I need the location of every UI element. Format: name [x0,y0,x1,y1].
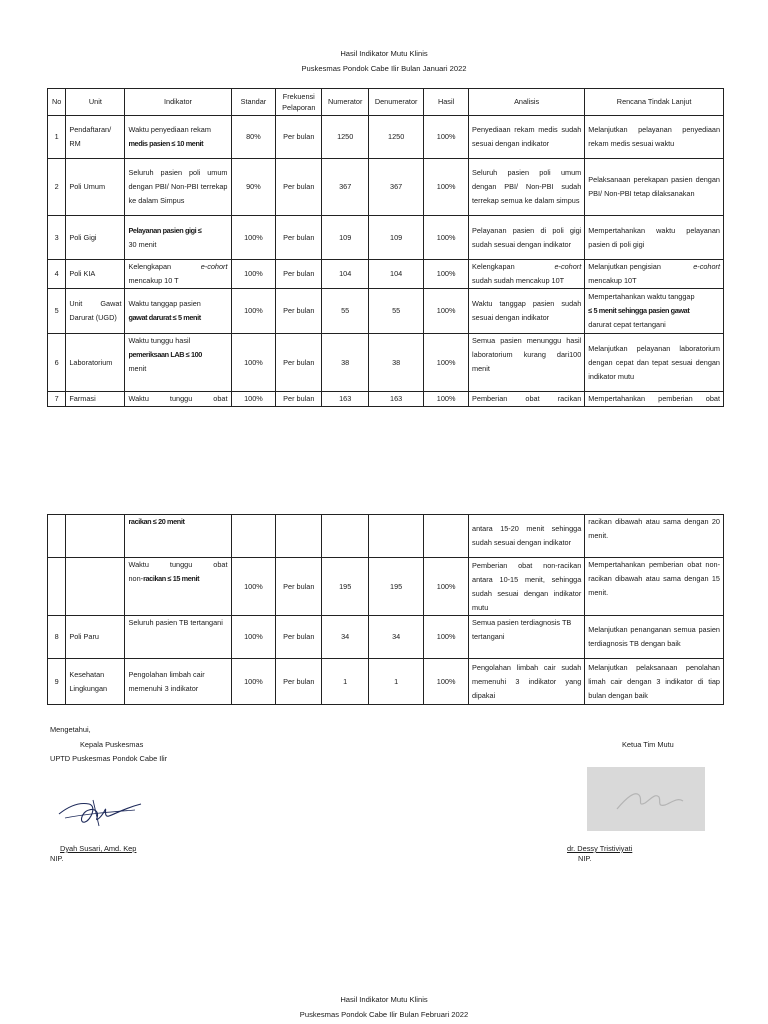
cell-analisis: antara 15-20 menit sehingga sudah sesuai dengan indikator [469,515,585,558]
cell-rtl [585,289,724,334]
rtl-text-2: mencakup 10T [588,276,637,285]
cell-indikator: Pengolahan limbah cair memenuhi 3 indikator [125,659,231,705]
cell-rtl: Melanjutkan penanganan semua pasien terdiagnosis TB dengan baik [585,616,724,659]
page-subtitle: Puskesmas Pondok Cabe Ilir Bulan Januari 2022 [301,64,467,73]
rtl-emphasis: e-cohort [693,262,720,271]
mengetahui-label: Mengetahui, [50,725,91,734]
cell-unit: Laboratorium [66,334,125,392]
cell-frekuensi: Per bulan [276,334,322,392]
table-row [48,334,724,392]
cell-rtl [585,260,724,289]
cell-rtl: Melanjutkan pelayanan laboratorium dengan cepat dan tepat sesuai dengan indikator mutu [585,334,724,392]
indikator-text-2: mencakup 10 T [128,276,179,285]
indikator-threshold: racikan ≤ 15 menit [143,574,200,583]
cell-analisis: Seluruh pasien poli umum dengan PBI/ Non-PBI sudah terrekap semua ke dalam simpus [469,159,585,216]
right-signature [587,767,705,831]
header-hasil: Hasil [424,89,469,116]
table-row [48,558,724,616]
left-signatory-name: Dyah Susari, Amd. Kep [60,844,137,853]
cell-frekuensi [276,515,322,558]
cell-hasil: 100% [424,116,469,159]
cell-indikator [125,216,231,260]
header-analisis: Analisis [469,89,585,116]
indikator-text: Waktu tanggap pasien [128,299,201,308]
indikator-prefix: non- [128,574,144,583]
header-indikator: Indikator [125,89,231,116]
indikator-threshold: medis pasien ≤ 10 menit [128,139,204,148]
cell-frekuensi: Per bulan [276,392,322,407]
cell-standar: 100% [231,392,276,407]
cell-unit: Poli Umum [66,159,125,216]
indikator-text: Waktu penyediaan rekam [128,125,211,134]
rtl-text: Melanjutkan pengisian [588,262,661,271]
cell-unit: Poli KIA [66,260,125,289]
cell-no: 1 [48,116,66,159]
cell-frekuensi: Per bulan [276,289,322,334]
cell-numerator: 109 [322,216,369,260]
cell-standar: 100% [231,216,276,260]
analisis-text: Kelengkapan [472,262,515,271]
cell-unit [66,558,125,616]
table-row [48,260,724,289]
indikator-text: 30 menit [128,239,157,249]
cell-indikator: Waktu tunggu obat [125,392,231,407]
cell-hasil: 100% [424,334,469,392]
cell-standar [231,515,276,558]
cell-unit: Pendaftaran/ RM [66,116,125,159]
cell-standar: 100% [231,334,276,392]
cell-analisis: Semua pasien menunggu hasil laboratorium kurang dari100 menit [469,334,585,392]
cell-indikator [125,515,231,558]
cell-no: 4 [48,260,66,289]
cell-frekuensi: Per bulan [276,116,322,159]
rtl-threshold: ≤ 5 menit sehingga pasien gawat [588,306,690,315]
cell-denumerator: 104 [369,260,424,289]
cell-hasil [424,515,469,558]
header-numerator: Numerator [322,89,369,116]
rtl-text: Mempertahankan waktu tanggap [588,292,695,301]
indikator-emphasis: e-cohort [200,262,228,271]
cell-frekuensi: Per bulan [276,260,322,289]
cell-rtl: Mempertahankan waktu pelayanan pasien di poli gigi [585,216,724,260]
cell-hasil: 100% [424,392,469,407]
cell-numerator: 1250 [322,116,369,159]
cell-standar: 100% [231,260,276,289]
cell-indikator [125,260,231,289]
cell-numerator: 163 [322,392,369,407]
cell-numerator: 367 [322,159,369,216]
cell-denumerator: 1250 [369,116,424,159]
cell-analisis: Pelayanan pasien di poli gigi sudah sesuai dengan indikator [469,216,585,260]
cell-numerator: 38 [322,334,369,392]
header-unit: Unit [66,89,125,116]
cell-rtl: Mempertahankan pemberian obat [585,392,724,407]
table-header-row [48,89,724,116]
cell-analisis: Pemberian obat racikan [469,392,585,407]
cell-frekuensi: Per bulan [276,558,322,616]
ketua-label: Ketua Tim Mutu [622,740,674,749]
left-signature [55,792,145,832]
cell-denumerator: 34 [369,616,424,659]
cell-hasil: 100% [424,159,469,216]
indikator-text: Waktu tunggu obat [128,560,228,569]
cell-rtl: Mempertahankan pemberian obat non-racikan dibawah atau sama dengan 15 menit. [585,558,724,616]
cell-analisis [469,260,585,289]
cell-standar: 80% [231,116,276,159]
table-row [48,159,724,216]
next-page-title: Hasil Indikator Mutu Klinis [340,995,428,1004]
cell-rtl: Pelaksanaan perekapan pasien dengan PBI/ Non-PBI tetap dilaksanakan [585,159,724,216]
cell-denumerator: 1 [369,659,424,705]
cell-rtl: Melanjutkan pelayanan penyediaan rekam medis sesuai waktu [585,116,724,159]
indikator-threshold: gawat darurat ≤ 5 menit [128,313,201,322]
indikator-text: Kelengkapan [128,262,172,271]
cell-rtl: racikan dibawah atau sama dengan 20 menit. [585,515,724,558]
cell-numerator: 195 [322,558,369,616]
cell-frekuensi: Per bulan [276,216,322,260]
cell-analisis: Penyediaan rekam medis sudah sesuai dengan indikator [469,116,585,159]
cell-standar: 100% [231,289,276,334]
table-row [48,392,724,407]
cell-hasil: 100% [424,289,469,334]
table-row [48,289,724,334]
cell-unit: Poli Paru [66,616,125,659]
cell-rtl: Melanjutkan pelaksanaan penolahan limah cair dengan 3 indikator di tiap bulan dengan baik [585,659,724,705]
cell-numerator: 104 [322,260,369,289]
cell-frekuensi: Per bulan [276,159,322,216]
cell-indikator [125,334,231,392]
cell-hasil: 100% [424,260,469,289]
cell-no: 8 [48,616,66,659]
cell-standar: 100% [231,616,276,659]
table-row [48,216,724,260]
cell-indikator [125,289,231,334]
cell-denumerator: 38 [369,334,424,392]
header-frekuensi: Frekuensi Pelaporan [276,89,322,116]
cell-no: 2 [48,159,66,216]
cell-indikator [125,116,231,159]
right-signature-image [587,767,705,831]
table-row [48,659,724,705]
indikator-threshold: racikan ≤ 20 menit [128,517,185,526]
cell-denumerator [369,515,424,558]
left-nip: NIP. [50,854,64,863]
cell-indikator: Seluruh pasien TB tertangani [125,616,231,659]
cell-frekuensi: Per bulan [276,616,322,659]
cell-no [48,558,66,616]
cell-frekuensi: Per bulan [276,659,322,705]
header-denumerator: Denumerator [369,89,424,116]
cell-no: 3 [48,216,66,260]
right-signatory-name: dr. Dessy Tristiviyati [567,844,633,853]
cell-no: 5 [48,289,66,334]
table-row [48,116,724,159]
analisis-emphasis: e-cohort [554,262,582,271]
cell-indikator: Seluruh pasien poli umum dengan PBI/ Non-PBI terrekap ke dalam Simpus [125,159,231,216]
cell-numerator [322,515,369,558]
cell-indikator [125,558,231,616]
kepala-label: Kepala Puskesmas [80,740,144,749]
table-row [48,515,724,558]
cell-analisis: Semua pasien terdiagnosis TB tertangani [469,616,585,659]
cell-hasil: 100% [424,558,469,616]
cell-analisis: Pengolahan limbah cair sudah memenuhi 3 indikator yang dipakai [469,659,585,705]
cell-standar: 100% [231,659,276,705]
next-page-subtitle: Puskesmas Pondok Cabe Ilir Bulan Februari 2022 [299,1010,469,1019]
cell-denumerator: 109 [369,216,424,260]
cell-denumerator: 367 [369,159,424,216]
cell-standar: 100% [231,558,276,616]
cell-unit: Unit Gawat Darurat (UGD) [66,289,125,334]
indikator-threshold: pemeriksaan LAB ≤ 100 [128,350,202,359]
cell-unit: Farmasi [66,392,125,407]
cell-denumerator: 55 [369,289,424,334]
indikator-text: Waktu tunggu hasil [128,336,191,345]
cell-denumerator: 195 [369,558,424,616]
page-title: Hasil Indikator Mutu Klinis [340,49,428,58]
analisis-text-2: sudah sudah mencakup 10T [472,276,565,285]
cell-analisis: Pemberian obat non-racikan antara 10-15 menit, sehingga sudah sesuai dengan indikator mutu [469,558,585,616]
cell-no: 7 [48,392,66,407]
indikator-text-2: menit [128,364,147,373]
cell-denumerator: 163 [369,392,424,407]
cell-unit [66,515,125,558]
cell-no: 9 [48,659,66,705]
cell-hasil: 100% [424,659,469,705]
rtl-text-2: darurat cepat tertangani [588,320,666,329]
cell-hasil: 100% [424,616,469,659]
cell-no: 6 [48,334,66,392]
cell-no [48,515,66,558]
cell-standar: 90% [231,159,276,216]
uptd-label: UPTD Puskesmas Pondok Cabe Ilir [50,754,168,763]
indikator-threshold: Pelayanan pasien gigi ≤ [128,225,202,235]
indicator-table-continued [47,514,724,705]
indicator-table [47,88,724,407]
header-standar: Standar [231,89,276,116]
cell-analisis: Waktu tanggap pasien sudah sesuai dengan indikator [469,289,585,334]
right-nip: NIP. [578,854,592,863]
cell-numerator: 34 [322,616,369,659]
cell-unit: Kesehatan Lingkungan [66,659,125,705]
header-no: No [48,89,66,116]
cell-hasil: 100% [424,216,469,260]
table-row [48,616,724,659]
cell-numerator: 1 [322,659,369,705]
cell-unit: Poli Gigi [66,216,125,260]
cell-numerator: 55 [322,289,369,334]
header-rtl: Rencana Tindak Lanjut [585,89,724,116]
